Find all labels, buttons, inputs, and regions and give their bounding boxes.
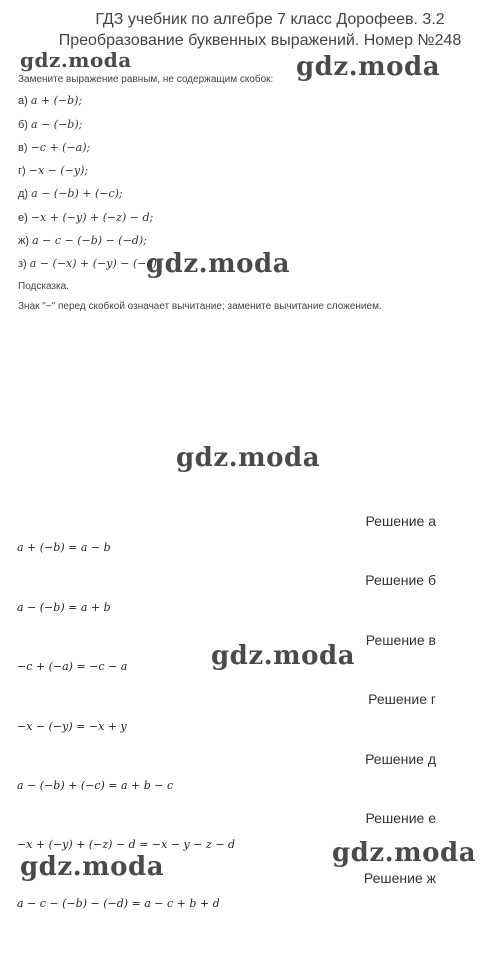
solution-answer-v: −c + (−a) = −c − a [17, 660, 128, 673]
solution-heading-e: Решение е [365, 810, 436, 826]
watermark-logo: gdz.moda [211, 641, 356, 671]
solution-heading-b: Решение б [365, 572, 436, 588]
solution-answer-d: a − (−b) + (−c) = a + b − c [17, 779, 174, 792]
task-item-expr: a + (−b); [30, 94, 83, 107]
task-item-label: е) [18, 212, 28, 224]
watermark-logo: gdz.moda [176, 443, 321, 473]
page-subtitle: Преобразование буквенных выражений. Номер №248 [58, 32, 462, 49]
watermark-logo: gdz.moda [20, 852, 165, 882]
watermark-logo: gdz.moda [332, 838, 477, 868]
task-item-g [18, 164, 88, 177]
solution-answer-b: a − (−b) = a + b [17, 601, 111, 614]
task-item-zh [18, 234, 147, 247]
task-item-expr: a − (−x) + (−y) − (−c). [29, 257, 161, 270]
task-item-label: а) [18, 95, 28, 107]
task-item-expr: a − c − (−b) − (−d); [32, 234, 147, 247]
task-item-label: в) [18, 142, 28, 154]
task-item-v [18, 141, 90, 154]
watermark-logo: gdz.moda [20, 48, 132, 72]
task-prompt: Замените выражение равным, не содержащим скобок: [18, 74, 274, 85]
solution-answer-e: −x + (−y) + (−z) − d = −x − y − z − d [17, 838, 236, 851]
watermark-logo: gdz.moda [296, 52, 441, 82]
hint-text: Знак "−" перед скобкой означает вычитание; замените вычитание сложением. [18, 301, 382, 312]
task-item-e [18, 211, 153, 224]
task-item-expr: a − (−b); [31, 118, 83, 131]
page-title: ГДЗ учебник по алгебре 7 класс Дорофеев. 3.2 [95, 11, 445, 28]
task-item-expr: a − (−b) + (−c); [31, 187, 123, 200]
solution-heading-d: Решение д [365, 751, 436, 767]
task-item-expr: −c + (−a); [30, 141, 91, 154]
solution-heading-a: Решение а [365, 513, 436, 529]
task-item-b [18, 118, 82, 131]
task-item-a [18, 94, 82, 107]
solution-heading-zh: Решение ж [363, 870, 436, 886]
watermark-logo: gdz.moda [146, 249, 291, 279]
hint-title: Подсказка. [18, 281, 69, 292]
solution-answer-g: −x − (−y) = −x + y [17, 720, 127, 733]
task-item-z [18, 257, 160, 270]
task-item-d [18, 187, 123, 200]
solution-heading-g: Решение г [368, 691, 436, 707]
task-item-expr: −x − (−y); [28, 164, 89, 177]
task-item-label: г) [18, 165, 26, 177]
task-item-label: з) [18, 258, 27, 270]
task-item-label: б) [18, 119, 28, 131]
solution-answer-a: a + (−b) = a − b [17, 541, 111, 554]
task-item-expr: −x + (−y) + (−z) − d; [30, 211, 154, 224]
task-item-label: ж) [18, 235, 30, 247]
task-item-label: д) [18, 188, 29, 200]
solution-heading-v: Решение в [365, 632, 436, 648]
solution-answer-zh: a − c − (−b) − (−d) = a − c + b + d [17, 897, 220, 910]
